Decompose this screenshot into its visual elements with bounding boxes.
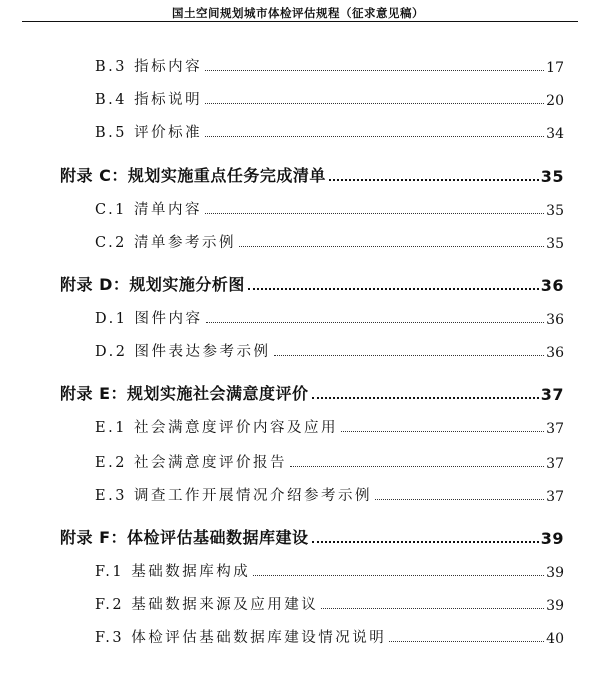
toc-entry-label: E.2 社会满意度评价报告 [95, 455, 288, 471]
toc-entry-label: E.1 社会满意度评价内容及应用 [95, 420, 339, 436]
toc-entry-d2[interactable] [95, 341, 564, 361]
toc-entry-page: 36 [546, 312, 564, 328]
toc-entry-label: F.1 基础数据库构成 [95, 564, 251, 580]
toc-dot-leader [248, 288, 539, 290]
toc-dot-leader [341, 431, 544, 432]
toc-entry-appendix-d[interactable] [60, 273, 564, 295]
toc-dot-leader [312, 541, 539, 543]
toc-entry-f2[interactable] [95, 594, 564, 614]
toc-entry-page: 37 [540, 385, 564, 404]
toc-entry-page: 40 [546, 631, 564, 647]
toc-entry-label: 附录 D：规划实施分析图 [60, 275, 245, 294]
toc-entry-e1[interactable] [95, 417, 564, 437]
toc-entry-label: F.2 基础数据来源及应用建议 [95, 597, 319, 613]
toc-entry-b4[interactable] [95, 89, 564, 109]
toc-entry-page: 39 [540, 529, 564, 548]
toc-dot-leader [389, 641, 544, 642]
toc-entry-appendix-c[interactable] [60, 164, 564, 186]
toc-entry-page: 36 [540, 276, 564, 295]
toc-entry-page: 37 [546, 489, 564, 505]
toc-entry-label: E.3 调查工作开展情况介绍参考示例 [95, 488, 373, 504]
toc-dot-leader [205, 213, 544, 214]
toc-entry-d1[interactable] [95, 308, 564, 328]
toc-entry-label: 附录 C：规划实施重点任务完成清单 [60, 166, 326, 185]
toc-entry-page: 35 [540, 167, 564, 186]
toc-dot-leader [274, 355, 545, 356]
toc-entry-page: 35 [546, 203, 564, 219]
toc-entry-page: 20 [546, 93, 564, 109]
toc-dot-leader [205, 103, 544, 104]
toc-dot-leader [312, 397, 539, 399]
toc-entry-label: D.1 图件内容 [95, 311, 203, 327]
toc-dot-leader [205, 70, 544, 71]
toc-entry-c2[interactable] [95, 232, 564, 252]
toc-entry-label: B.4 指标说明 [95, 92, 203, 108]
toc-entry-b5[interactable] [95, 122, 564, 142]
toc-entry-f1[interactable] [95, 561, 564, 581]
toc-entry-e2[interactable] [95, 452, 564, 472]
toc-dot-leader [329, 179, 539, 181]
toc-dot-leader [206, 322, 545, 323]
toc-entry-label: D.2 图件表达参考示例 [95, 344, 271, 360]
toc-entry-e3[interactable] [95, 485, 564, 505]
toc-entry-label: 附录 F：体检评估基础数据库建设 [60, 528, 309, 547]
toc-entry-appendix-e[interactable] [60, 382, 564, 404]
toc-entry-c1[interactable] [95, 199, 564, 219]
toc-entry-label: B.3 指标内容 [95, 59, 203, 75]
toc-entry-f3[interactable] [95, 627, 564, 647]
toc-entry-page: 39 [546, 598, 564, 614]
toc-dot-leader [321, 608, 544, 609]
toc-entry-label: F.3 体检评估基础数据库建设情况说明 [95, 630, 387, 646]
toc-entry-label: C.1 清单内容 [95, 202, 203, 218]
toc-entry-page: 39 [546, 565, 564, 581]
toc-entry-label: B.5 评价标准 [95, 125, 203, 141]
toc-entry-page: 36 [546, 345, 564, 361]
toc-entry-page: 17 [546, 60, 564, 76]
toc-entry-page: 37 [546, 421, 564, 437]
toc-dot-leader [290, 466, 544, 467]
toc-entry-b3[interactable] [95, 56, 564, 76]
toc-entry-page: 35 [546, 236, 564, 252]
toc-dot-leader [253, 575, 544, 576]
toc-entry-appendix-f[interactable] [60, 526, 564, 548]
toc-entry-label: C.2 清单参考示例 [95, 235, 237, 251]
toc-dot-leader [239, 246, 544, 247]
page-header-title: 国土空间规划城市体检评估规程（征求意见稿） [172, 6, 424, 20]
toc-entry-page: 34 [546, 126, 564, 142]
toc-dot-leader [205, 136, 544, 137]
toc-entry-label: 附录 E：规划实施社会满意度评价 [60, 384, 309, 403]
toc-dot-leader [375, 499, 544, 500]
toc-entry-page: 37 [546, 456, 564, 472]
